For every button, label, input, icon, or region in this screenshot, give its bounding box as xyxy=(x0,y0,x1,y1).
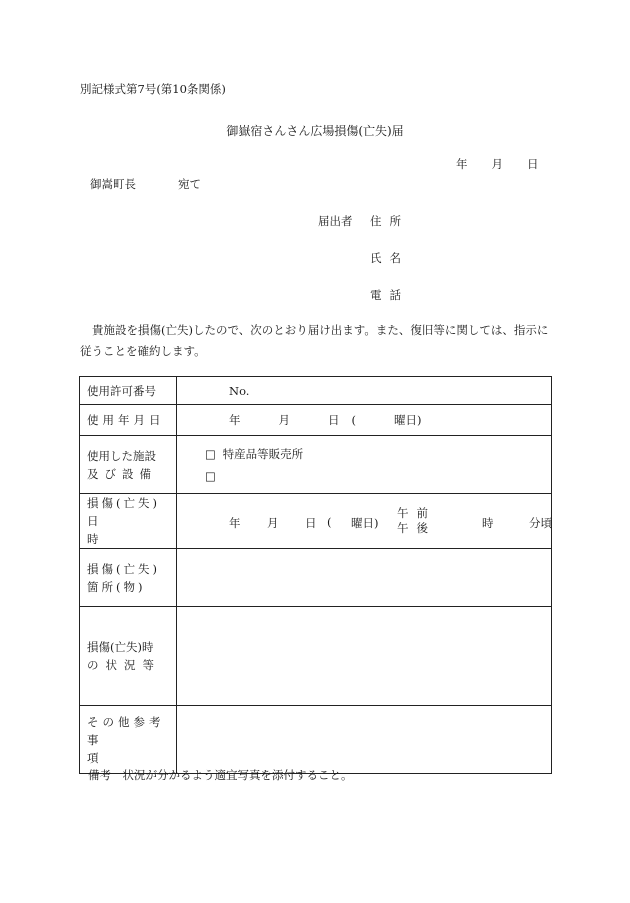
date-day: 日 xyxy=(527,157,539,171)
table-row xyxy=(80,706,552,774)
form-id: 別記様式第7号(第10条関係) xyxy=(80,82,226,96)
address-label: 住所 xyxy=(370,214,409,228)
applicant-address-line xyxy=(318,213,409,229)
damage-place-cell[interactable] xyxy=(177,549,552,607)
facility-option-label: 特産品等販売所 xyxy=(222,446,304,461)
damage-month: 月 xyxy=(267,515,279,530)
submission-date xyxy=(456,156,539,172)
use-date-cell[interactable] xyxy=(177,405,552,436)
facility-label xyxy=(80,436,177,494)
addressee-line xyxy=(90,176,201,192)
table-row xyxy=(80,494,552,549)
damage-place-label-line2: 箇所(物) xyxy=(87,579,146,594)
table-row xyxy=(80,549,552,607)
damage-place-label-line1: 損傷(亡失) xyxy=(87,561,160,576)
name-label: 氏名 xyxy=(370,251,409,265)
condition-label xyxy=(80,607,177,706)
use-date-label xyxy=(80,405,177,436)
applicant-role: 届出者 xyxy=(318,214,353,228)
date-year: 年 xyxy=(456,157,468,171)
table-row xyxy=(80,377,552,405)
other-label-line1: その他参考 xyxy=(87,714,165,729)
facility-label-line1: 使用した施設 xyxy=(87,448,156,463)
report-form-table xyxy=(79,376,552,774)
permit-number-cell[interactable] xyxy=(177,377,552,405)
use-date-month: 月 xyxy=(278,413,290,427)
am-label: 午前 xyxy=(397,505,436,520)
damage-minute: 分頃 xyxy=(529,515,552,530)
damage-year: 年 xyxy=(229,515,241,530)
statement-text: 貴施設を損傷(亡失)したので、次のとおり届け出ます。また、復旧等に関しては、指示に従うことを確約します。 xyxy=(80,323,549,358)
facility-option-2[interactable] xyxy=(177,465,551,487)
addressee-atena: 宛て xyxy=(178,177,201,191)
damage-paren: ( xyxy=(327,514,332,529)
damage-datetime-label-line2 xyxy=(87,512,173,548)
use-date-year: 年 xyxy=(229,413,241,427)
damage-datetime-label-line1: 損傷(亡失) xyxy=(87,496,160,510)
tel-label: 電話 xyxy=(370,288,409,302)
use-date-paren: ( xyxy=(351,413,356,427)
other-notes-label xyxy=(80,706,177,774)
pm-label: 午後 xyxy=(397,520,436,535)
addressee: 御嵩町長 xyxy=(90,177,136,191)
facility-label-line2: 及び設備 xyxy=(87,466,157,481)
label-text: 日時 xyxy=(87,514,147,546)
checkbox[interactable]: □ xyxy=(205,468,216,483)
other-notes-cell[interactable] xyxy=(177,706,552,774)
damage-weekday: 曜日) xyxy=(351,515,379,530)
damage-datetime-cell[interactable] xyxy=(177,494,552,549)
damage-hour: 時 xyxy=(482,515,494,530)
permit-label-text xyxy=(87,382,173,400)
am-pm-choice[interactable] xyxy=(397,506,436,536)
damage-day: 日 xyxy=(305,515,317,530)
facility-cell xyxy=(177,436,552,494)
condition-label-line1: 損傷(亡失)時 xyxy=(87,640,154,654)
damage-datetime-label xyxy=(80,494,177,549)
table-row xyxy=(80,436,552,494)
label-text: 使用年月日 xyxy=(87,413,165,427)
label-text: 使用許可番号 xyxy=(87,383,156,398)
page-title: 御嶽宿さんさん広場損傷(亡失)届 xyxy=(226,124,404,138)
facility-option-1[interactable] xyxy=(177,443,551,465)
table-row xyxy=(80,607,552,706)
checkbox[interactable]: □ xyxy=(205,446,216,461)
use-date-weekday: 曜日) xyxy=(394,413,422,427)
other-label-line2: 事項 xyxy=(87,732,151,765)
damage-place-label xyxy=(80,549,177,607)
condition-cell[interactable] xyxy=(177,607,552,706)
remark-note: 備考 状況が分かるよう適宜写真を添付すること。 xyxy=(88,768,353,782)
permit-number-label xyxy=(80,377,177,405)
damage-datetime-fields xyxy=(177,503,551,540)
use-date-day: 日 xyxy=(328,413,340,427)
table-row xyxy=(80,405,552,436)
date-month: 月 xyxy=(491,157,503,171)
permit-number-value: No. xyxy=(229,383,250,398)
condition-label-line2: の状況等 xyxy=(87,658,161,672)
